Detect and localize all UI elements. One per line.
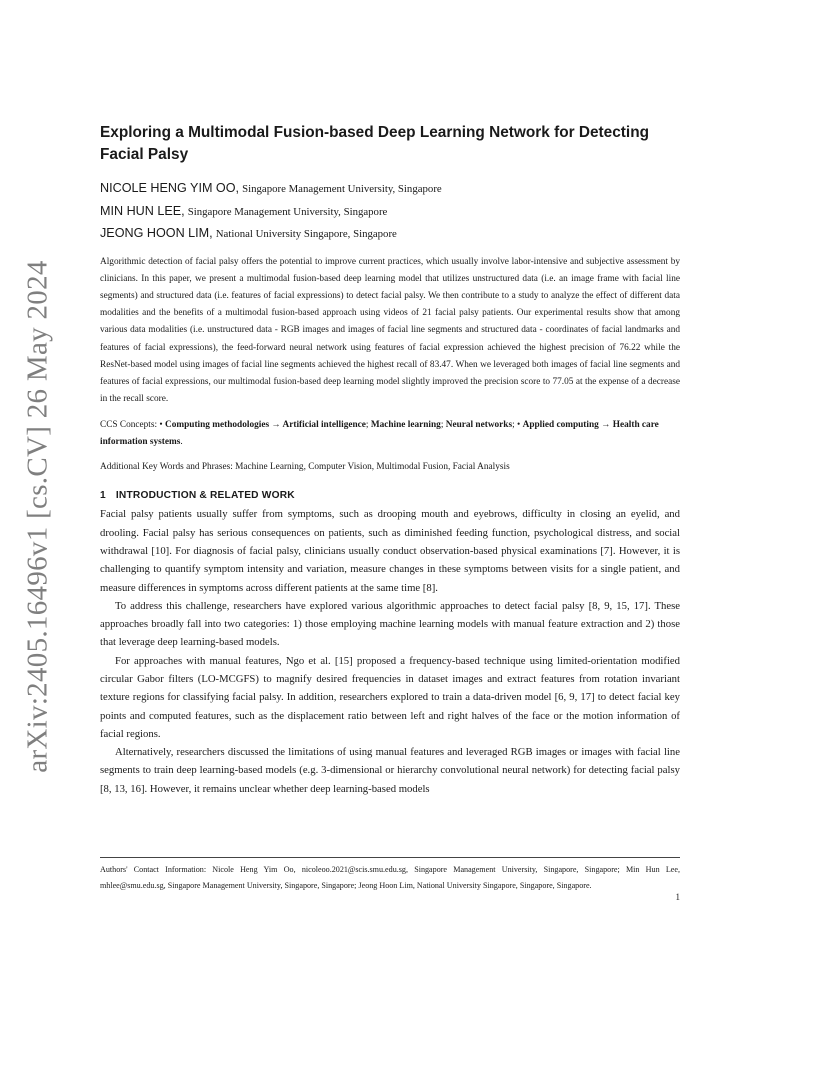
ccs-item: Machine learning bbox=[370, 420, 441, 431]
ccs-separator: ; bbox=[365, 420, 371, 431]
ccs-item: Applied computing → Health care information systems bbox=[100, 420, 659, 448]
author-entry bbox=[100, 223, 680, 246]
paragraph: To address this challenge, researchers have explored various algorithmic approaches to detect facial palsy [8, 9, 15, 17]. These approaches broadly fall into two categories: 1) those employing machine learning models with manual feature extraction and 2) those that leverage deep learning-based models. bbox=[100, 599, 680, 649]
ccs-item: Neural networks bbox=[445, 420, 513, 431]
ccs-concepts bbox=[100, 417, 680, 451]
author-name: MIN HUN LEE, bbox=[100, 203, 185, 218]
paper-page bbox=[100, 122, 680, 798]
keywords: Additional Key Words and Phrases: Machine Learning, Computer Vision, Multimodal Fusion, Facial Analysis bbox=[100, 462, 510, 473]
author-name: JEONG HOON LIM, bbox=[100, 226, 213, 240]
arxiv-identifier: arXiv:2405.16496v1 [cs.CV] 26 May 2024 bbox=[21, 259, 54, 773]
ccs-item: Computing methodologies → Artificial intelligence bbox=[165, 420, 366, 431]
author-contact-footnote: Authors' Contact Information: Nicole Heng Yim Oo, nicoleoo.2021@scis.smu.edu.sg, Singapore Management University, Singapore, Singapore; Min Hun Lee, mhlee@smu.edu.sg, Singapore Management University, Singapore, Singapore; Jeong Hoon Lim, National University Singapore, Singapore, Singapore. bbox=[100, 857, 680, 893]
body-text bbox=[100, 505, 680, 798]
page-number: 1 bbox=[675, 892, 680, 902]
paper-title: Exploring a Multimodal Fusion-based Deep Learning Network for Detecting Facial Palsy bbox=[100, 124, 649, 163]
section-title: INTRODUCTION & RELATED WORK bbox=[115, 490, 295, 502]
author-name: NICOLE HENG YIM OO, bbox=[100, 181, 240, 195]
section-number: 1 bbox=[100, 490, 106, 502]
author-affiliation: National University Singapore, Singapore bbox=[215, 228, 397, 240]
ccs-label: CCS Concepts: • bbox=[100, 420, 163, 431]
author-affiliation: Singapore Management University, Singapore bbox=[187, 205, 388, 218]
author-entry bbox=[100, 178, 680, 201]
ccs-separator: ; bbox=[440, 420, 446, 431]
ccs-end: . bbox=[180, 437, 183, 448]
author-entry bbox=[100, 201, 680, 224]
paragraph: Alternatively, researchers discussed the limitations of using manual features and leveraged RGB images or images with facial line segments to train deep learning-based models (e.g. 3-dimensional or hierarchy convolutional neural network) for detecting facial palsy [8, 13, 16]. However, it remains unclear whether deep learning-based models bbox=[100, 746, 680, 795]
paragraph: Facial palsy patients usually suffer from symptoms, such as drooping mouth and eyebrows, difficulty in closing an eyelid, and drooling. Facial palsy has serious consequences on patients, such as diminished feeding function, psychological distress, and social withdrawal [10]. For diagnosis of facial palsy, clinicians usually conduct observation-based physical examinations [7]. However, it is challenging to quantify symptom intensity and variation, measure changes in these symptoms between visits for a single patient, and measure differences in symptoms across different patients at the same time [8]. bbox=[100, 508, 680, 594]
paragraph: For approaches with manual features, Ngo et al. [15] proposed a frequency-based technique using limited-orientation modified circular Gabor filters (LO-MCGFS) to magnify desired frequencies in dataset images and extract features from rotation invariant texture regions for classifying facial palsy. In addition, researchers explored to train a data-driven model [6, 9, 17] to detect facial key points and computed features, such as the displacement ratio between left and right halves of the face or the motion information of facial regions. bbox=[100, 654, 680, 740]
author-list bbox=[100, 178, 680, 246]
arxiv-stamp bbox=[18, 259, 58, 773]
ccs-separator: ; • bbox=[512, 420, 521, 431]
author-affiliation: Singapore Management University, Singapore bbox=[242, 183, 442, 195]
abstract-text: Algorithmic detection of facial palsy offers the potential to improve current practices, which usually involve labor-intensive and subjective assessment by clinicians. In this paper, we present a multimodal fusion-based deep learning model that utilizes unstructured data (i.e. an image frame with facial line segments) and structured data (i.e. features of facial expressions) to detect facial palsy. We then contribute to a study to analyze the effect of different data modalities and the benefits of a multimodal fusion-based approach using videos of 21 facial palsy patients. Our experimental results show that among various data modalities (i.e. unstructured data - RGB images and images of facial line segments and structured data - coordinates of facial landmarks and features of facial expressions), the feed-forward neural network using features of facial expression achieved the highest precision of 76.22 while the ResNet-based model using images of facial line segments achieved the highest recall of 83.47. When we leveraged both images of facial line segments and features of facial expressions, our multimodal fusion-based deep learning model slightly improved the precision score to 77.05 at the expense of a decrease in the recall score. bbox=[100, 256, 680, 405]
abstract bbox=[100, 254, 680, 409]
section-heading bbox=[100, 490, 680, 501]
